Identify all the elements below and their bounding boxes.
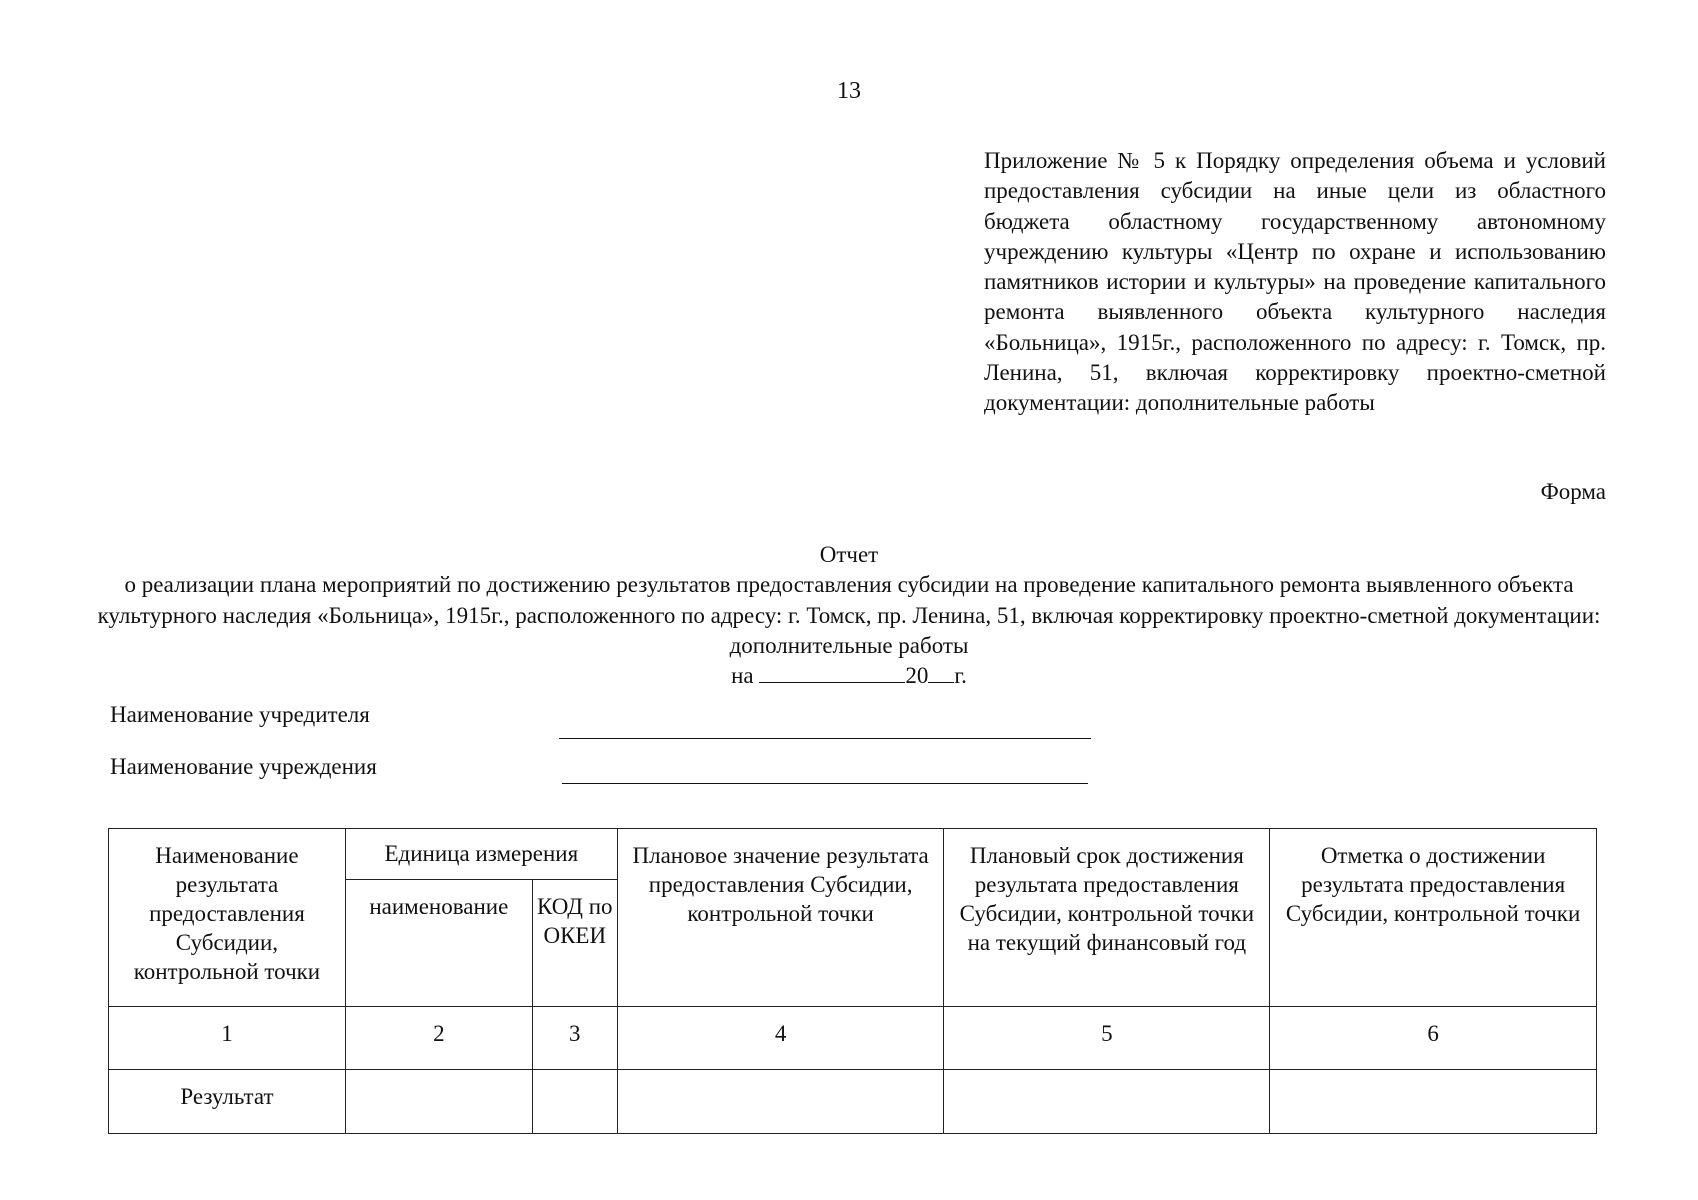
header-planned-deadline: Плановый срок достижения результата предоставления Субсидии, контрольной точки на текущий финансовый год bbox=[944, 829, 1270, 1007]
column-number: 2 bbox=[345, 1007, 532, 1070]
page-number: 13 bbox=[837, 78, 861, 104]
achievement-mark-cell[interactable] bbox=[1270, 1070, 1597, 1134]
report-description: о реализации плана мероприятий по достижению результатов предоставления субсидии на проведение капитального ремонта выявленного объекта культурного наследия «Больница», 1915г., расположенного по адресу: г. Томск, пр. Ленина, 51, включая корректировку проектно-сметной документации: дополнительные работы bbox=[97, 572, 1601, 658]
header-okei-code: КОД по ОКЕИ bbox=[532, 880, 617, 1007]
column-numbers-row bbox=[109, 1007, 1597, 1070]
column-number: 6 bbox=[1270, 1007, 1597, 1070]
planned-deadline-cell[interactable] bbox=[944, 1070, 1270, 1134]
column-number: 4 bbox=[617, 1007, 944, 1070]
date-year-prefix: 20 bbox=[905, 663, 929, 689]
institution-label: Наименование учреждения bbox=[110, 754, 377, 779]
date-day-month-blank[interactable] bbox=[759, 664, 905, 683]
report-table bbox=[108, 828, 1597, 1134]
header-planned-value: Плановое значение результата предоставления Субсидии, контрольной точки bbox=[617, 829, 944, 1007]
column-number: 3 bbox=[532, 1007, 617, 1070]
date-year-blank[interactable] bbox=[928, 664, 954, 683]
header-unit-group: Единица измерения bbox=[345, 829, 617, 880]
header-achievement-mark: Отметка о достижении результата предоставления Субсидии, контрольной точки bbox=[1270, 829, 1597, 1007]
okei-code-cell[interactable] bbox=[532, 1070, 617, 1134]
column-number: 5 bbox=[944, 1007, 1270, 1070]
unit-name-cell[interactable] bbox=[345, 1070, 532, 1134]
founder-input-line[interactable] bbox=[559, 738, 1091, 739]
header-unit-name: наименование bbox=[345, 880, 532, 1007]
report-heading bbox=[0, 540, 1698, 691]
form-label: Форма bbox=[1540, 479, 1606, 504]
appendix-note: Приложение № 5 к Порядку определения объема и условий предоставления субсидии на иные цели из областного бюджета областному государственному автономному учреждению культуры «Центр по охране и использованию памятников истории и культуры» на проведение капитального ремонта выявленного объекта культурного наследия «Больница», 1915г., расположенного по адресу: г. Томск, пр. Ленина, 51, включая корректировку проектно-сметной документации: дополнительные работы bbox=[984, 148, 1606, 416]
date-suffix: г. bbox=[954, 663, 967, 689]
institution-input-line[interactable] bbox=[562, 783, 1088, 784]
result-label-cell: Результат bbox=[109, 1070, 346, 1134]
column-number: 1 bbox=[109, 1007, 346, 1070]
planned-value-cell[interactable] bbox=[617, 1070, 944, 1134]
date-prefix: на bbox=[731, 663, 754, 689]
table-row bbox=[109, 1070, 1597, 1134]
header-result-name: Наименование результата предоставления Субсидии, контрольной точки bbox=[109, 829, 346, 1007]
founder-label: Наименование учредителя bbox=[110, 702, 370, 727]
report-date-line bbox=[0, 661, 1698, 691]
report-title: Отчет bbox=[819, 542, 879, 567]
